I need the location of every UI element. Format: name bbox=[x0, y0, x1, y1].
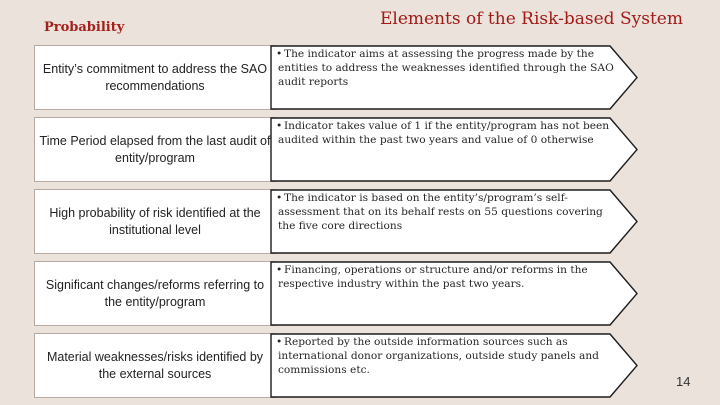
bullet-icon: • bbox=[276, 264, 283, 276]
row-description-text: The indicator is based on the entity’s/program’s self-assessment that on its behalf rests on 55 questions covering the five core directions bbox=[278, 192, 603, 232]
slide-title: Elements of the Risk-based System bbox=[380, 9, 683, 29]
risk-row bbox=[34, 333, 638, 398]
bullet-icon: • bbox=[276, 192, 283, 204]
bullet-icon: • bbox=[276, 336, 283, 348]
row-label-box bbox=[34, 333, 276, 398]
row-description bbox=[278, 48, 616, 89]
row-label: Significant changes/reforms referring to the entity/program bbox=[45, 277, 265, 309]
row-description-text: The indicator aims at assessing the progress made by the entities to address the weaknesses identified through the SAO audit reports bbox=[278, 48, 614, 88]
row-label: Time Period elapsed from the last audit of entity/program bbox=[39, 133, 271, 165]
row-description bbox=[278, 192, 616, 233]
row-label: Entity’s commitment to address the SAO recommendations bbox=[42, 61, 268, 93]
row-description bbox=[278, 120, 616, 148]
row-description-text: Indicator takes value of 1 if the entity/program has not been audited within the past two years and value of 0 otherwise bbox=[278, 120, 610, 146]
row-description-text: Reported by the outside information sources such as international donor organizations, outside study panels and commissions etc. bbox=[278, 336, 599, 376]
page-number: 14 bbox=[676, 374, 691, 389]
row-description bbox=[278, 336, 616, 377]
risk-row bbox=[34, 261, 638, 326]
row-label-box bbox=[34, 45, 276, 110]
bullet-icon: • bbox=[276, 120, 283, 132]
bullet-icon: • bbox=[276, 48, 283, 60]
risk-row bbox=[34, 45, 638, 110]
row-label: Material weaknesses/risks identified by the external sources bbox=[46, 349, 264, 381]
row-label-box bbox=[34, 189, 276, 254]
row-description-text: Financing, operations or structure and/or reforms in the respective industry within the past two years. bbox=[278, 264, 588, 290]
row-description bbox=[278, 264, 616, 292]
risk-row bbox=[34, 189, 638, 254]
section-label: Probability bbox=[44, 20, 125, 35]
row-label-box bbox=[34, 261, 276, 326]
row-label: High probability of risk identified at the institutional level bbox=[49, 205, 261, 237]
risk-row bbox=[34, 117, 638, 182]
row-label-box bbox=[34, 117, 276, 182]
